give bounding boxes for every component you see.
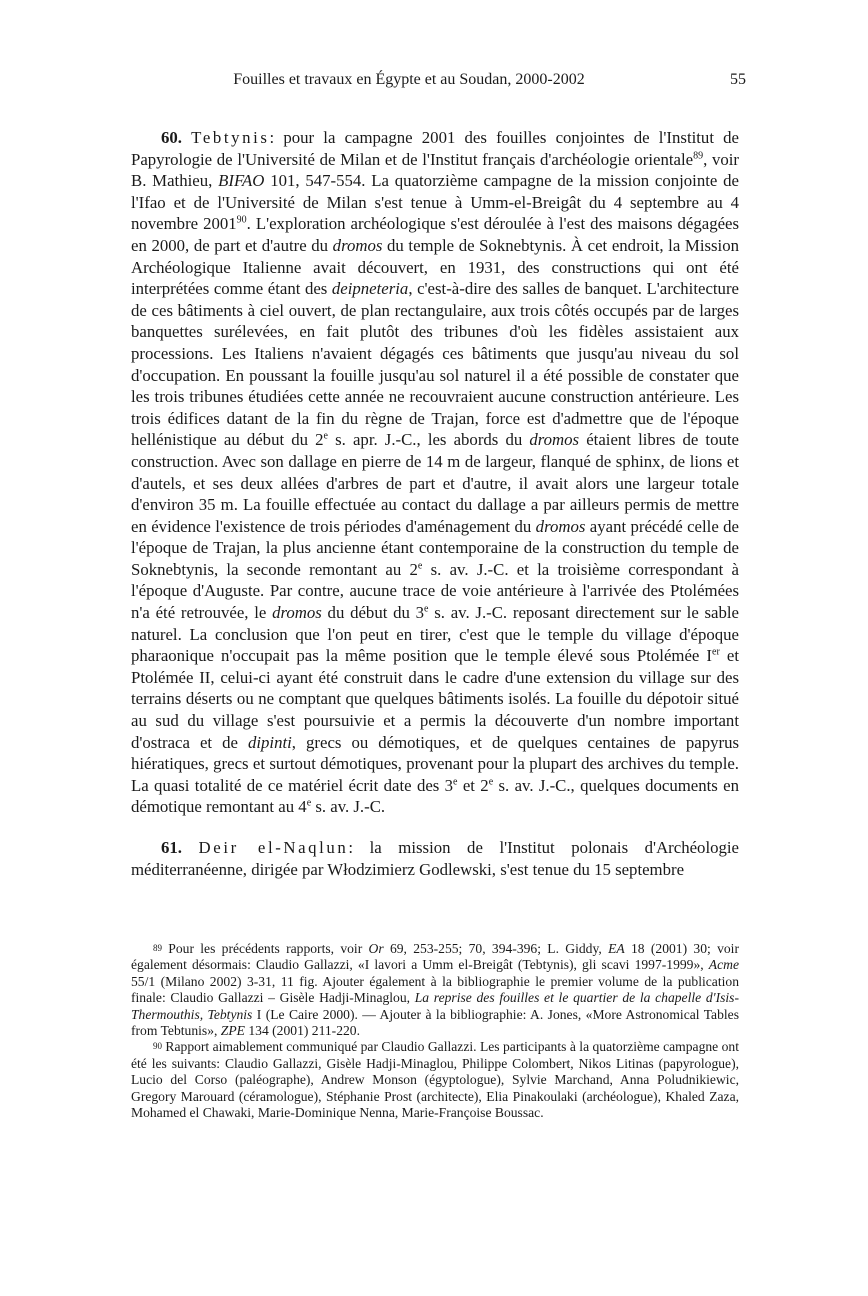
journal-title: EA (608, 941, 625, 956)
body-text: s. av. J.-C. (311, 797, 386, 817)
superscript: e (323, 430, 328, 442)
footnote-90 (131, 1039, 739, 1121)
footnote-text: I (Le Caire 2000). — Ajouter à la bibliographie: A. Jones, «More Astronomical Tables from Tebtunis», (131, 1006, 739, 1039)
footnote-text: 55/1 (Milano 2002) 3-31, 11 fig. Ajouter également à la bibliographie le premier volume de la publication finale: Claudio Gallazzi – Gisèle Hadji-Minaglou, (131, 973, 739, 1006)
section-place: Tebtynis (191, 128, 270, 147)
running-head (132, 71, 746, 93)
body-text: s. apr. J.-C., les abords du (328, 430, 530, 450)
body-text: s. av. J.-C., quelques documents en démotique remontant au 4 (131, 775, 739, 817)
superscript: e (488, 776, 494, 788)
superscript: er (712, 646, 720, 658)
main-text (131, 127, 739, 880)
footnote-text: Rapport aimablement communiqué par Claudio Gallazzi. Les participants à la quatorzième campagne ont été les suivants: Claudio Gallazzi, Gisèle Hadji-Minaglou, Philippe Colombert, Nikos Litinas (papyrologue), Lucio del Corso (paléographe), Andrew Monson (égyptologue), Sylvie Marchand, Anna Poludnikiewic, Gregory Marouard (céramologue), Stéphanie Prost (architecte), Elia Pinakoulaki (archéologue), Khaled Zaza, Mohamed el Chawaki, Marie-Dominique Nenna, Marie-Françoise Boussac. (131, 1039, 739, 1121)
section-place: Deir el-Naqlun (198, 838, 349, 857)
body-text: du début du 3 (321, 603, 425, 623)
body-text: 101, 547-554. La quatorzième campagne de la mission conjointe de l'Ifao et de l'Université de Milan s'est tenue à Umm-el-Breigât du 4 septembre au 4 novembre 2001 (131, 171, 739, 234)
body-text: s. av. J.-C. reposant directement sur le sable naturel. La conclusion que l'on peut en tirer, c'est que le temple du village d'époque pharaonique n'occupait pas la même position que le temple élevé sous Ptolémée I (131, 603, 739, 666)
footnote-text: 18 (2001) 30; voir également désormais: Claudio Gallazzi, «I lavori a Umm el-Breigât (Tebtynis), gli scavi 1997-1999», (131, 941, 739, 973)
footnote-89 (131, 941, 739, 1039)
body-text: : pour la campagne 2001 des fouilles conjointes de l'Institut de Papyrologie de l'Université de Milan et de l'Institut français d'archéologie orientale (131, 128, 739, 169)
running-title: Fouilles et travaux en Égypte et au Soudan, 2000-2002 (233, 71, 585, 88)
superscript: e (417, 560, 423, 572)
body-text: , voir B. Mathieu, (131, 149, 739, 191)
footnote-ref[interactable]: 90 (236, 214, 247, 226)
italic-term: dipinti (247, 732, 292, 752)
body-text: s. av. J.-C. et la troisième correspondant à l'époque d'Auguste. Par contre, aucune trace de voie antérieure à l'arrivée des Ptolémées n'a été retrouvée, le (131, 559, 739, 623)
footnote-ref[interactable]: 89 (693, 150, 704, 161)
body-text: ayant précédé celle de l'époque de Trajan, la plus ancienne étant contemporaine de la construction du temple de Soknebtynis, la seconde remontant au 2 (131, 516, 740, 579)
body-text: et 2 (457, 775, 489, 795)
body-text: . L'exploration archéologique s'est déroulée à l'est des maisons dégagées en 2000, de part et d'autre du (131, 214, 740, 255)
footnote-text: 134 (2001) 211-220. (244, 1023, 360, 1039)
journal-title: Or (368, 941, 384, 956)
footnotes (131, 941, 739, 1121)
body-text: , c'est-à-dire des salles de banquet. L'architecture de ces bâtiments à ciel ouvert, de plan rectangulaire, aux trois côtés occupés par de larges banquettes surélevées, en fait plutôt des tribunes d'où les fidèles assistaient aux processions. Les Italiens n'avaient dégagés ces bâtiments que jusqu'au niveau du sol d'occupation. En poussant la fouille jusqu'au sol naturel il a été possible de constater que les trois tribunes étudiées cette année ne recouvraient aucune construction antérieure. Les trois édifices datant de la fin du règne de Trajan, force est d'admettre que de l'époque hellénistique au début du 2 (131, 279, 739, 450)
section-61 (131, 837, 739, 880)
italic-term: dromos (332, 235, 383, 255)
journal-title: ZPE (220, 1023, 245, 1039)
book-title: La reprise des fouilles et le quartier de la chapelle d'Isis-Thermouthis, Tebtynis (131, 990, 739, 1022)
section-number: 61. (161, 838, 182, 857)
superscript: e (306, 797, 312, 809)
journal-title: BIFAO (218, 171, 265, 191)
superscript: e (453, 776, 458, 788)
footnote-mark: 89 (153, 943, 162, 953)
italic-term: deipneteria (331, 279, 409, 299)
footnote-mark: 90 (153, 1041, 162, 1052)
italic-term: dromos (272, 603, 322, 623)
italic-term: dromos (529, 430, 580, 450)
superscript: e (424, 603, 429, 615)
italic-term: dromos (535, 516, 586, 536)
body-text: : la mission de l'Institut polonais d'Archéologie méditerranéenne, dirigée par Włodzimierz Godlewski, s'est tenue du 15 septembre (131, 838, 740, 879)
section-number: 60. (161, 128, 182, 147)
body-text: étaient libres de toute construction. Avec son dallage en pierre de 14 m de largeur, flanqué de sphinx, de lions et d'autels, et ses deux allées d'arbres de part et d'autre, il avait alors une largeur totale d'environ 35 m. La fouille effectuée au contact du dallage a par ailleurs permis de mettre en évidence l'existence de trois périodes d'aménagement du (131, 430, 739, 536)
body-text: et Ptolémée II, celui-ci ayant été construit dans le cadre d'une extension du village sur des terrains déserts ou ne comptant que quelques bâtiments isolés. La fouille du dépotoir situé au sud du village s'est poursuivie et a permis la découverte d'un nombre important d'ostraca et de (131, 646, 739, 752)
section-60 (131, 127, 739, 818)
page-number: 55 (730, 71, 746, 88)
footnote-text: 69, 253-255; 70, 394-396; L. Giddy, (383, 941, 609, 956)
body-text: du temple de Soknebtynis. À cet endroit, la Mission Archéologique Italienne avait découvert, en 1931, des constructions qui ont été interprétées comme étant des (131, 235, 739, 299)
footnote-text: Pour les précédents rapports, voir (162, 941, 369, 956)
journal-title: Acme (708, 957, 739, 973)
body-text: , grecs ou démotiques, et de quelques centaines de papyrus hiératiques, grecs et surtout démotiques, provenant pour la plupart des archives du temple. La quasi totalité de ce matériel écrit date des 3 (131, 732, 739, 795)
